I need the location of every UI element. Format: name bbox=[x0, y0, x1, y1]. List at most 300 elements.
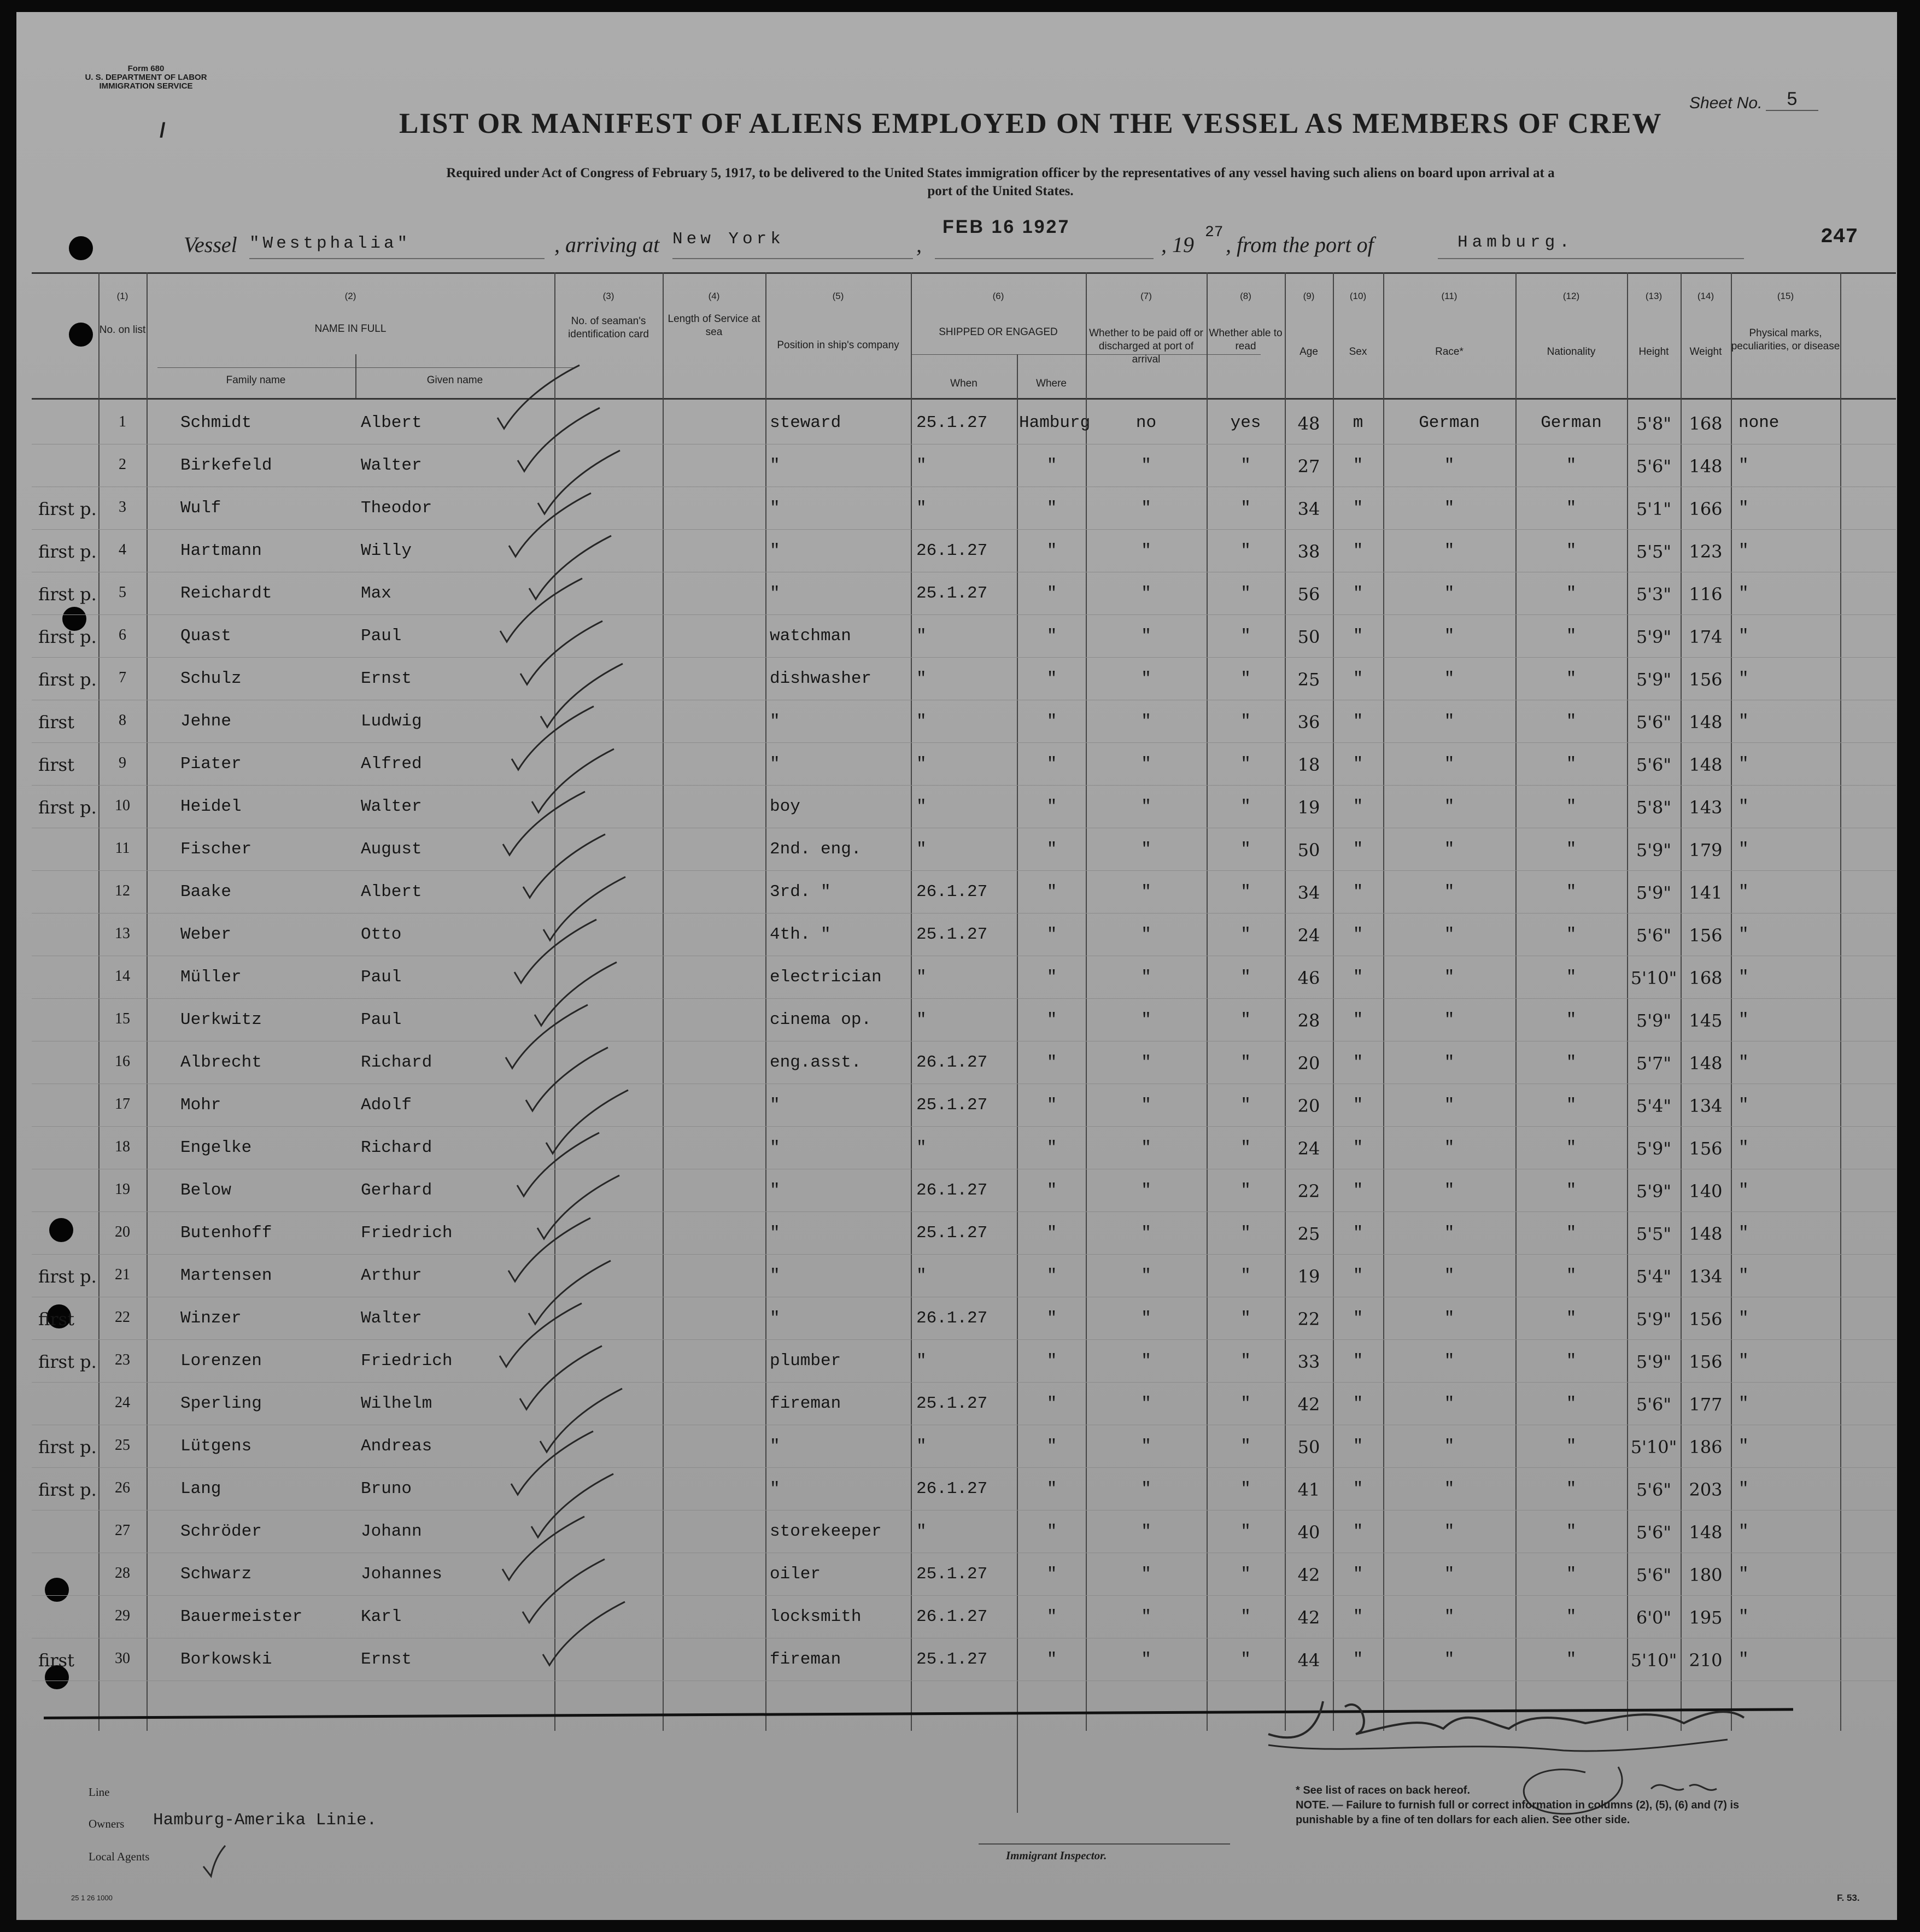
height: 5'6" bbox=[1636, 925, 1672, 946]
position: fireman bbox=[770, 1650, 841, 1669]
check-mark-icon bbox=[546, 1090, 628, 1154]
age: 25 bbox=[1297, 1223, 1320, 1244]
col-4-num: (4) bbox=[708, 291, 720, 301]
paid-off: " bbox=[1141, 1309, 1151, 1328]
check-mark-icon bbox=[529, 536, 611, 599]
paid-off: " bbox=[1141, 1607, 1151, 1626]
row-number: 11 bbox=[115, 840, 130, 857]
check-mark-icon bbox=[518, 408, 600, 471]
shipped-where: " bbox=[1046, 797, 1057, 816]
paid-off: " bbox=[1141, 1479, 1151, 1498]
height: 5'9" bbox=[1636, 882, 1672, 903]
paid-off: " bbox=[1141, 797, 1151, 816]
age: 36 bbox=[1297, 712, 1320, 733]
physical-marks: " bbox=[1738, 1096, 1749, 1115]
annotation-note: first p. bbox=[38, 797, 97, 818]
shipped-where: " bbox=[1046, 840, 1057, 859]
shipped-when: " bbox=[916, 1351, 927, 1371]
family-name: Schmidt bbox=[180, 413, 252, 432]
age: 50 bbox=[1297, 840, 1320, 860]
col-14-num: (14) bbox=[1697, 291, 1714, 301]
sex: " bbox=[1353, 754, 1363, 774]
check-mark-icon bbox=[520, 1346, 602, 1409]
able-to-read: " bbox=[1240, 1479, 1251, 1498]
nationality: " bbox=[1566, 584, 1577, 603]
position: " bbox=[770, 754, 780, 774]
shipped-when: " bbox=[916, 1437, 927, 1456]
family-name: Quast bbox=[180, 627, 232, 646]
check-mark-icon bbox=[531, 1474, 613, 1537]
weight: 148 bbox=[1689, 754, 1723, 775]
shipped-where: " bbox=[1046, 627, 1057, 646]
position: plumber bbox=[770, 1351, 841, 1371]
position: " bbox=[770, 712, 780, 731]
row-number: 12 bbox=[115, 882, 130, 899]
able-to-read: " bbox=[1240, 1053, 1251, 1072]
physical-marks: " bbox=[1738, 1437, 1749, 1456]
when-heading: When bbox=[950, 378, 977, 389]
check-mark-icon bbox=[523, 834, 605, 898]
able-to-read: " bbox=[1240, 925, 1251, 944]
paid-off: " bbox=[1141, 925, 1151, 944]
given-name: Paul bbox=[361, 968, 402, 987]
position: " bbox=[770, 1181, 780, 1200]
family-name: Lang bbox=[180, 1479, 221, 1498]
race: " bbox=[1444, 1053, 1455, 1072]
able-to-read: " bbox=[1240, 968, 1251, 987]
check-mark-icon bbox=[509, 493, 591, 557]
check-mark-icon bbox=[543, 1602, 625, 1665]
sex: " bbox=[1353, 1096, 1363, 1115]
weight: 156 bbox=[1689, 1138, 1723, 1159]
physical-marks: " bbox=[1738, 1266, 1749, 1285]
col-2-num: (2) bbox=[344, 291, 356, 301]
col-6-heading: SHIPPED OR ENGAGED bbox=[939, 326, 1058, 338]
nationality: " bbox=[1566, 1351, 1577, 1371]
row-number: 8 bbox=[119, 712, 126, 729]
physical-marks: " bbox=[1738, 1522, 1749, 1541]
able-to-read: " bbox=[1240, 1394, 1251, 1413]
given-name: Gerhard bbox=[361, 1181, 432, 1200]
given-name: Alfred bbox=[361, 754, 422, 774]
given-name: Friedrich bbox=[361, 1223, 453, 1243]
shipped-when: " bbox=[916, 499, 927, 518]
family-name: Below bbox=[180, 1181, 232, 1200]
given-name: Willy bbox=[361, 541, 412, 560]
line-label: Line bbox=[89, 1785, 110, 1799]
physical-marks: " bbox=[1738, 499, 1749, 518]
col-1-heading: No. on list bbox=[99, 324, 146, 336]
able-to-read: " bbox=[1240, 1223, 1251, 1243]
weight: 179 bbox=[1689, 840, 1723, 860]
row-number: 21 bbox=[115, 1266, 130, 1283]
height: 5'3" bbox=[1636, 584, 1672, 605]
paid-off: " bbox=[1141, 541, 1151, 560]
row-number: 17 bbox=[115, 1096, 130, 1113]
family-name: Sperling bbox=[180, 1394, 262, 1413]
footnote bbox=[1296, 1783, 1766, 1828]
shipped-where: " bbox=[1046, 1650, 1057, 1669]
race: " bbox=[1444, 499, 1455, 518]
family-name: Butenhoff bbox=[180, 1223, 272, 1243]
row-number: 14 bbox=[115, 968, 130, 985]
family-name: Wulf bbox=[180, 499, 221, 518]
col-3-heading: No. of seaman's identification card bbox=[568, 315, 649, 340]
weight: 210 bbox=[1689, 1650, 1723, 1671]
weight: 148 bbox=[1689, 1223, 1723, 1244]
sex: " bbox=[1353, 584, 1363, 603]
given-name: Andreas bbox=[361, 1437, 432, 1456]
given-name: August bbox=[361, 840, 422, 859]
position: " bbox=[770, 1223, 780, 1243]
paid-off: no bbox=[1135, 413, 1157, 432]
arriving-label: , arriving at bbox=[554, 232, 660, 257]
col-6-num: (6) bbox=[992, 291, 1004, 301]
family-name: Baake bbox=[180, 882, 232, 901]
form-number: Form 680 bbox=[127, 64, 165, 73]
height: 5'6" bbox=[1636, 1565, 1672, 1585]
family-name: Reichardt bbox=[180, 584, 272, 603]
check-mark-icon bbox=[541, 664, 623, 727]
paid-off: " bbox=[1141, 584, 1151, 603]
position: watchman bbox=[770, 627, 851, 646]
given-name: Paul bbox=[361, 1010, 402, 1029]
race: " bbox=[1444, 1479, 1455, 1498]
sex: " bbox=[1353, 1223, 1363, 1243]
height: 5'9" bbox=[1636, 1309, 1672, 1330]
paid-off: " bbox=[1141, 669, 1151, 688]
height: 5'6" bbox=[1636, 754, 1672, 775]
age: 38 bbox=[1297, 541, 1320, 562]
col-7-num: (7) bbox=[1140, 291, 1152, 301]
given-name: Paul bbox=[361, 627, 402, 646]
weight: 134 bbox=[1689, 1096, 1723, 1116]
sex: " bbox=[1353, 499, 1363, 518]
sex: " bbox=[1353, 1437, 1363, 1456]
nationality: " bbox=[1566, 1437, 1577, 1456]
given-name: Otto bbox=[361, 925, 402, 944]
able-to-read: " bbox=[1240, 584, 1251, 603]
physical-marks: " bbox=[1738, 456, 1749, 475]
family-name: Schwarz bbox=[180, 1565, 252, 1584]
arrival-port: New York bbox=[672, 230, 785, 249]
row-number: 7 bbox=[119, 669, 126, 686]
family-name: Albrecht bbox=[180, 1053, 262, 1072]
given-name: Richard bbox=[361, 1138, 432, 1157]
shipped-where: " bbox=[1046, 1607, 1057, 1626]
row-number: 23 bbox=[115, 1351, 130, 1368]
able-to-read: " bbox=[1240, 1437, 1251, 1456]
height: 5'6" bbox=[1636, 1522, 1672, 1543]
able-to-read: " bbox=[1240, 1266, 1251, 1285]
paid-off: " bbox=[1141, 1181, 1151, 1200]
physical-marks: none bbox=[1738, 413, 1779, 432]
sex: " bbox=[1353, 456, 1363, 475]
weight: 141 bbox=[1689, 882, 1723, 903]
weight: 186 bbox=[1689, 1437, 1723, 1457]
check-marks bbox=[16, 12, 1897, 1920]
sex: " bbox=[1353, 968, 1363, 987]
shipped-when: 26.1.27 bbox=[916, 882, 988, 901]
check-mark-icon bbox=[500, 578, 582, 642]
year-prefix: , 19 bbox=[1161, 232, 1194, 257]
shipped-when: 26.1.27 bbox=[916, 541, 988, 560]
check-mark-icon bbox=[497, 365, 579, 429]
race: " bbox=[1444, 1181, 1455, 1200]
nationality: " bbox=[1566, 797, 1577, 816]
age: 34 bbox=[1297, 882, 1320, 903]
shipped-where: " bbox=[1046, 882, 1057, 901]
sex: " bbox=[1353, 1053, 1363, 1072]
check-mark-icon bbox=[508, 1218, 590, 1281]
sex: " bbox=[1353, 1607, 1363, 1626]
age: 19 bbox=[1297, 1266, 1320, 1287]
shipped-where: Hamburg bbox=[1019, 413, 1091, 432]
height: 5'5" bbox=[1636, 1223, 1672, 1244]
race: " bbox=[1444, 882, 1455, 901]
sex: " bbox=[1353, 1565, 1363, 1584]
race: " bbox=[1444, 968, 1455, 987]
paid-off: " bbox=[1141, 1351, 1151, 1371]
position: " bbox=[770, 541, 780, 560]
row-number: 26 bbox=[115, 1479, 130, 1496]
physical-marks: " bbox=[1738, 925, 1749, 944]
family-name: Engelke bbox=[180, 1138, 252, 1157]
nationality: " bbox=[1566, 456, 1577, 475]
shipped-when: 26.1.27 bbox=[916, 1479, 988, 1498]
shipped-when: 26.1.27 bbox=[916, 1309, 988, 1328]
race: " bbox=[1444, 840, 1455, 859]
weight: 168 bbox=[1689, 968, 1723, 988]
shipped-where: " bbox=[1046, 1522, 1057, 1541]
nationality: " bbox=[1566, 1394, 1577, 1413]
position: eng.asst. bbox=[770, 1053, 862, 1072]
departure-port: Hamburg. bbox=[1457, 233, 1574, 252]
age: 50 bbox=[1297, 627, 1320, 647]
paid-off: " bbox=[1141, 1010, 1151, 1029]
row-number: 6 bbox=[119, 627, 126, 643]
race: " bbox=[1444, 1223, 1455, 1243]
row-number: 5 bbox=[119, 584, 126, 601]
nationality: " bbox=[1566, 1522, 1577, 1541]
physical-marks: " bbox=[1738, 1309, 1749, 1328]
row-number: 13 bbox=[115, 925, 130, 942]
where-heading: Where bbox=[1036, 378, 1067, 389]
shipped-where: " bbox=[1046, 456, 1057, 475]
family-name: Mohr bbox=[180, 1096, 221, 1115]
physical-marks: " bbox=[1738, 882, 1749, 901]
col-12-num: (12) bbox=[1562, 291, 1580, 301]
weight: 156 bbox=[1689, 925, 1723, 946]
col-8-num: (8) bbox=[1240, 291, 1251, 301]
shipped-when: 26.1.27 bbox=[916, 1607, 988, 1626]
age: 33 bbox=[1297, 1351, 1320, 1372]
row-number: 10 bbox=[115, 797, 130, 814]
shipped-where: " bbox=[1046, 1138, 1057, 1157]
position: " bbox=[770, 584, 780, 603]
physical-marks: " bbox=[1738, 1650, 1749, 1669]
sex: " bbox=[1353, 1650, 1363, 1669]
weight: 156 bbox=[1689, 1309, 1723, 1330]
physical-marks: " bbox=[1738, 754, 1749, 774]
shipped-when: " bbox=[916, 1522, 927, 1541]
family-name: Schröder bbox=[180, 1522, 262, 1541]
race: " bbox=[1444, 1309, 1455, 1328]
nationality: " bbox=[1566, 882, 1577, 901]
able-to-read: " bbox=[1240, 499, 1251, 518]
weight: 180 bbox=[1689, 1565, 1723, 1585]
weight: 195 bbox=[1689, 1607, 1723, 1628]
weight: 145 bbox=[1689, 1010, 1723, 1031]
given-name: Ludwig bbox=[361, 712, 422, 731]
physical-marks: " bbox=[1738, 840, 1749, 859]
height: 5'9" bbox=[1636, 669, 1672, 690]
shipped-where: " bbox=[1046, 1565, 1057, 1584]
row-number: 18 bbox=[115, 1138, 130, 1155]
position: steward bbox=[770, 413, 841, 432]
position: " bbox=[770, 456, 780, 475]
age: 42 bbox=[1297, 1565, 1320, 1585]
able-to-read: " bbox=[1240, 797, 1251, 816]
col-1-num: (1) bbox=[116, 291, 128, 301]
shipped-where: " bbox=[1046, 1181, 1057, 1200]
height: 5'9" bbox=[1636, 627, 1672, 647]
check-mark-icon bbox=[502, 1517, 584, 1580]
position: 3rd. " bbox=[770, 882, 831, 901]
check-mark-icon bbox=[520, 621, 602, 684]
check-mark-icon bbox=[197, 1843, 230, 1882]
shipped-where: " bbox=[1046, 1096, 1057, 1115]
check-mark-icon bbox=[537, 1175, 619, 1239]
annotation-note: first bbox=[38, 754, 74, 775]
shipped-where: " bbox=[1046, 1351, 1057, 1371]
shipped-when: 25.1.27 bbox=[916, 413, 988, 432]
family-name: Weber bbox=[180, 925, 232, 944]
annotation-note: first p. bbox=[38, 1351, 97, 1372]
given-name: Johann bbox=[361, 1522, 422, 1541]
annotation-note: first p. bbox=[38, 584, 97, 605]
col-15-num: (15) bbox=[1777, 291, 1794, 301]
given-name: Adolf bbox=[361, 1096, 412, 1115]
able-to-read: " bbox=[1240, 1181, 1251, 1200]
row-number: 9 bbox=[119, 754, 126, 771]
physical-marks: " bbox=[1738, 1138, 1749, 1157]
nationality: " bbox=[1566, 712, 1577, 731]
age: 44 bbox=[1297, 1650, 1320, 1671]
shipped-where: " bbox=[1046, 925, 1057, 944]
check-mark-icon bbox=[535, 962, 617, 1026]
height: 5'9" bbox=[1636, 1351, 1672, 1372]
nationality: " bbox=[1566, 1565, 1577, 1584]
col-8-heading: Whether able to read bbox=[1209, 327, 1283, 352]
check-mark-icon bbox=[512, 706, 594, 770]
annotation-note: first bbox=[38, 1309, 74, 1330]
shipped-where: " bbox=[1046, 1053, 1057, 1072]
position: 4th. " bbox=[770, 925, 831, 944]
position: fireman bbox=[770, 1394, 841, 1413]
position: " bbox=[770, 499, 780, 518]
col-10-num: (10) bbox=[1349, 291, 1367, 301]
position: electrician bbox=[770, 968, 882, 987]
weight: 148 bbox=[1689, 712, 1723, 733]
check-mark-icon bbox=[532, 749, 614, 812]
able-to-read: " bbox=[1240, 1309, 1251, 1328]
weight: 174 bbox=[1689, 627, 1723, 647]
height: 5'6" bbox=[1636, 712, 1672, 733]
local-agents-label: Local Agents bbox=[89, 1850, 150, 1863]
paid-off: " bbox=[1141, 499, 1151, 518]
sex: " bbox=[1353, 1309, 1363, 1328]
check-mark-icon bbox=[511, 1431, 593, 1495]
annotation-note: first p. bbox=[38, 1437, 97, 1457]
page-title: LIST OR MANIFEST OF ALIENS EMPLOYED ON THE VESSEL AS MEMBERS OF CREW bbox=[399, 108, 1663, 139]
position: " bbox=[770, 1309, 780, 1328]
weight: 156 bbox=[1689, 669, 1723, 690]
nationality: " bbox=[1566, 1650, 1577, 1669]
position: " bbox=[770, 1096, 780, 1115]
physical-marks: " bbox=[1738, 1351, 1749, 1371]
able-to-read: " bbox=[1240, 1650, 1251, 1669]
sex: " bbox=[1353, 1394, 1363, 1413]
race: " bbox=[1444, 1096, 1455, 1115]
check-mark-icon bbox=[514, 920, 596, 983]
comma: , bbox=[916, 232, 922, 257]
position: " bbox=[770, 1266, 780, 1285]
shipped-where: " bbox=[1046, 712, 1057, 731]
family-name-heading: Family name bbox=[226, 374, 286, 386]
row-number: 4 bbox=[119, 541, 126, 558]
paid-off: " bbox=[1141, 1650, 1151, 1669]
shipped-when: 25.1.27 bbox=[916, 1096, 988, 1115]
col-10-heading: Sex bbox=[1349, 346, 1367, 358]
family-name: Müller bbox=[180, 968, 242, 987]
sex: " bbox=[1353, 1181, 1363, 1200]
nationality: " bbox=[1566, 1010, 1577, 1029]
shipped-when: " bbox=[916, 1138, 927, 1157]
paid-off: " bbox=[1141, 1437, 1151, 1456]
position: boy bbox=[770, 797, 800, 816]
col-15-heading: Physical marks, peculiarities, or disease bbox=[1731, 327, 1840, 352]
given-name: Walter bbox=[361, 1309, 422, 1328]
given-name: Johannes bbox=[361, 1565, 442, 1584]
age: 25 bbox=[1297, 669, 1320, 690]
shipped-where: " bbox=[1046, 1479, 1057, 1498]
annotation-note: first p. bbox=[38, 541, 97, 562]
manifest-sheet bbox=[16, 12, 1897, 1920]
given-name: Max bbox=[361, 584, 391, 603]
shipped-when: " bbox=[916, 968, 927, 987]
weight: 156 bbox=[1689, 1351, 1723, 1372]
nationality: " bbox=[1566, 1138, 1577, 1157]
height: 5'4" bbox=[1636, 1096, 1672, 1116]
row-number: 29 bbox=[115, 1607, 130, 1624]
paid-off: " bbox=[1141, 456, 1151, 475]
date-stamp: FEB 16 1927 bbox=[943, 216, 1070, 237]
row-number: 24 bbox=[115, 1394, 130, 1411]
row-number: 15 bbox=[115, 1010, 130, 1027]
height: 5'10" bbox=[1630, 968, 1677, 988]
sex: " bbox=[1353, 1351, 1363, 1371]
age: 56 bbox=[1297, 584, 1320, 605]
shipped-where: " bbox=[1046, 754, 1057, 774]
row-number: 28 bbox=[115, 1565, 130, 1582]
check-mark-icon bbox=[506, 1005, 588, 1068]
form-code: F. 53. bbox=[1837, 1893, 1860, 1903]
height: 5'9" bbox=[1636, 1138, 1672, 1159]
able-to-read: " bbox=[1240, 840, 1251, 859]
sex: " bbox=[1353, 669, 1363, 688]
sex: " bbox=[1353, 712, 1363, 731]
